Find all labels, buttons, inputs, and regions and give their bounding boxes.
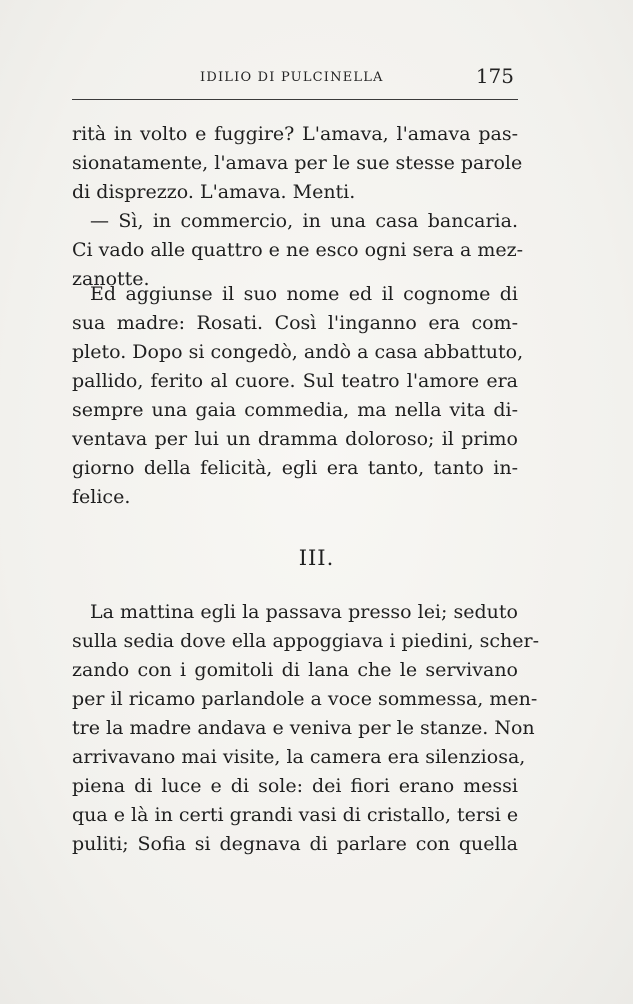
page-number: 175 <box>475 64 514 88</box>
section-heading: III. <box>298 546 335 570</box>
text-line: arrivavano mai visite, la camera era silenziosa, <box>72 746 526 768</box>
text-line: zanotte. <box>72 268 150 290</box>
header-rule <box>72 99 518 100</box>
page-header <box>72 60 518 100</box>
text-line: sua madre: Rosati. Così l'inganno era com- <box>72 312 518 334</box>
paragraph-3 <box>72 598 540 859</box>
text-line: — Sì, in commercio, in una casa bancaria. <box>90 210 518 232</box>
text-line: Ci vado alle quattro e ne esco ogni sera a mez- <box>72 239 524 261</box>
text-line: La mattina egli la passava presso lei; seduto <box>90 601 518 623</box>
text-line: rità in volto e fuggire? L'amava, l'amava pas- <box>72 123 518 145</box>
running-title: IDILIO DI PULCINELLA <box>200 70 384 85</box>
text-line: pallido, ferito al cuore. Sul teatro l'amore era <box>72 370 518 392</box>
text-line: sempre una gaia commedia, ma nella vita di- <box>72 399 518 421</box>
text-line: tre la madre andava e veniva per le stanze. Non <box>72 717 535 739</box>
text-line: sulla sedia dove ella appoggiava i piedini, scher- <box>72 630 540 652</box>
text-line: di disprezzo. L'amava. Menti. <box>72 181 356 203</box>
paragraph-2 <box>72 280 524 512</box>
text-line: zando con i gomitoli di lana che le servivano <box>72 659 518 681</box>
text-line: Ed aggiunse il suo nome ed il cognome di <box>90 283 518 305</box>
text-line: puliti; Sofia si degnava di parlare con quella <box>72 833 518 855</box>
text-line: felice. <box>72 486 131 508</box>
text-line: pleto. Dopo si congedò, andò a casa abbattuto, <box>72 341 524 363</box>
text-line: sionatamente, l'amava per le sue stesse parole <box>72 152 523 174</box>
text-line: qua e là in certi grandi vasi di cristallo, tersi e <box>72 804 519 826</box>
text-line: piena di luce e di sole: dei fiori erano messi <box>72 775 518 797</box>
text-line: giorno della felicità, egli era tanto, tanto in- <box>72 457 518 479</box>
paragraph-1 <box>72 120 524 294</box>
text-line: ventava per lui un dramma doloroso; il primo <box>72 428 518 450</box>
text-line: per il ricamo parlandole a voce sommessa, men- <box>72 688 538 710</box>
